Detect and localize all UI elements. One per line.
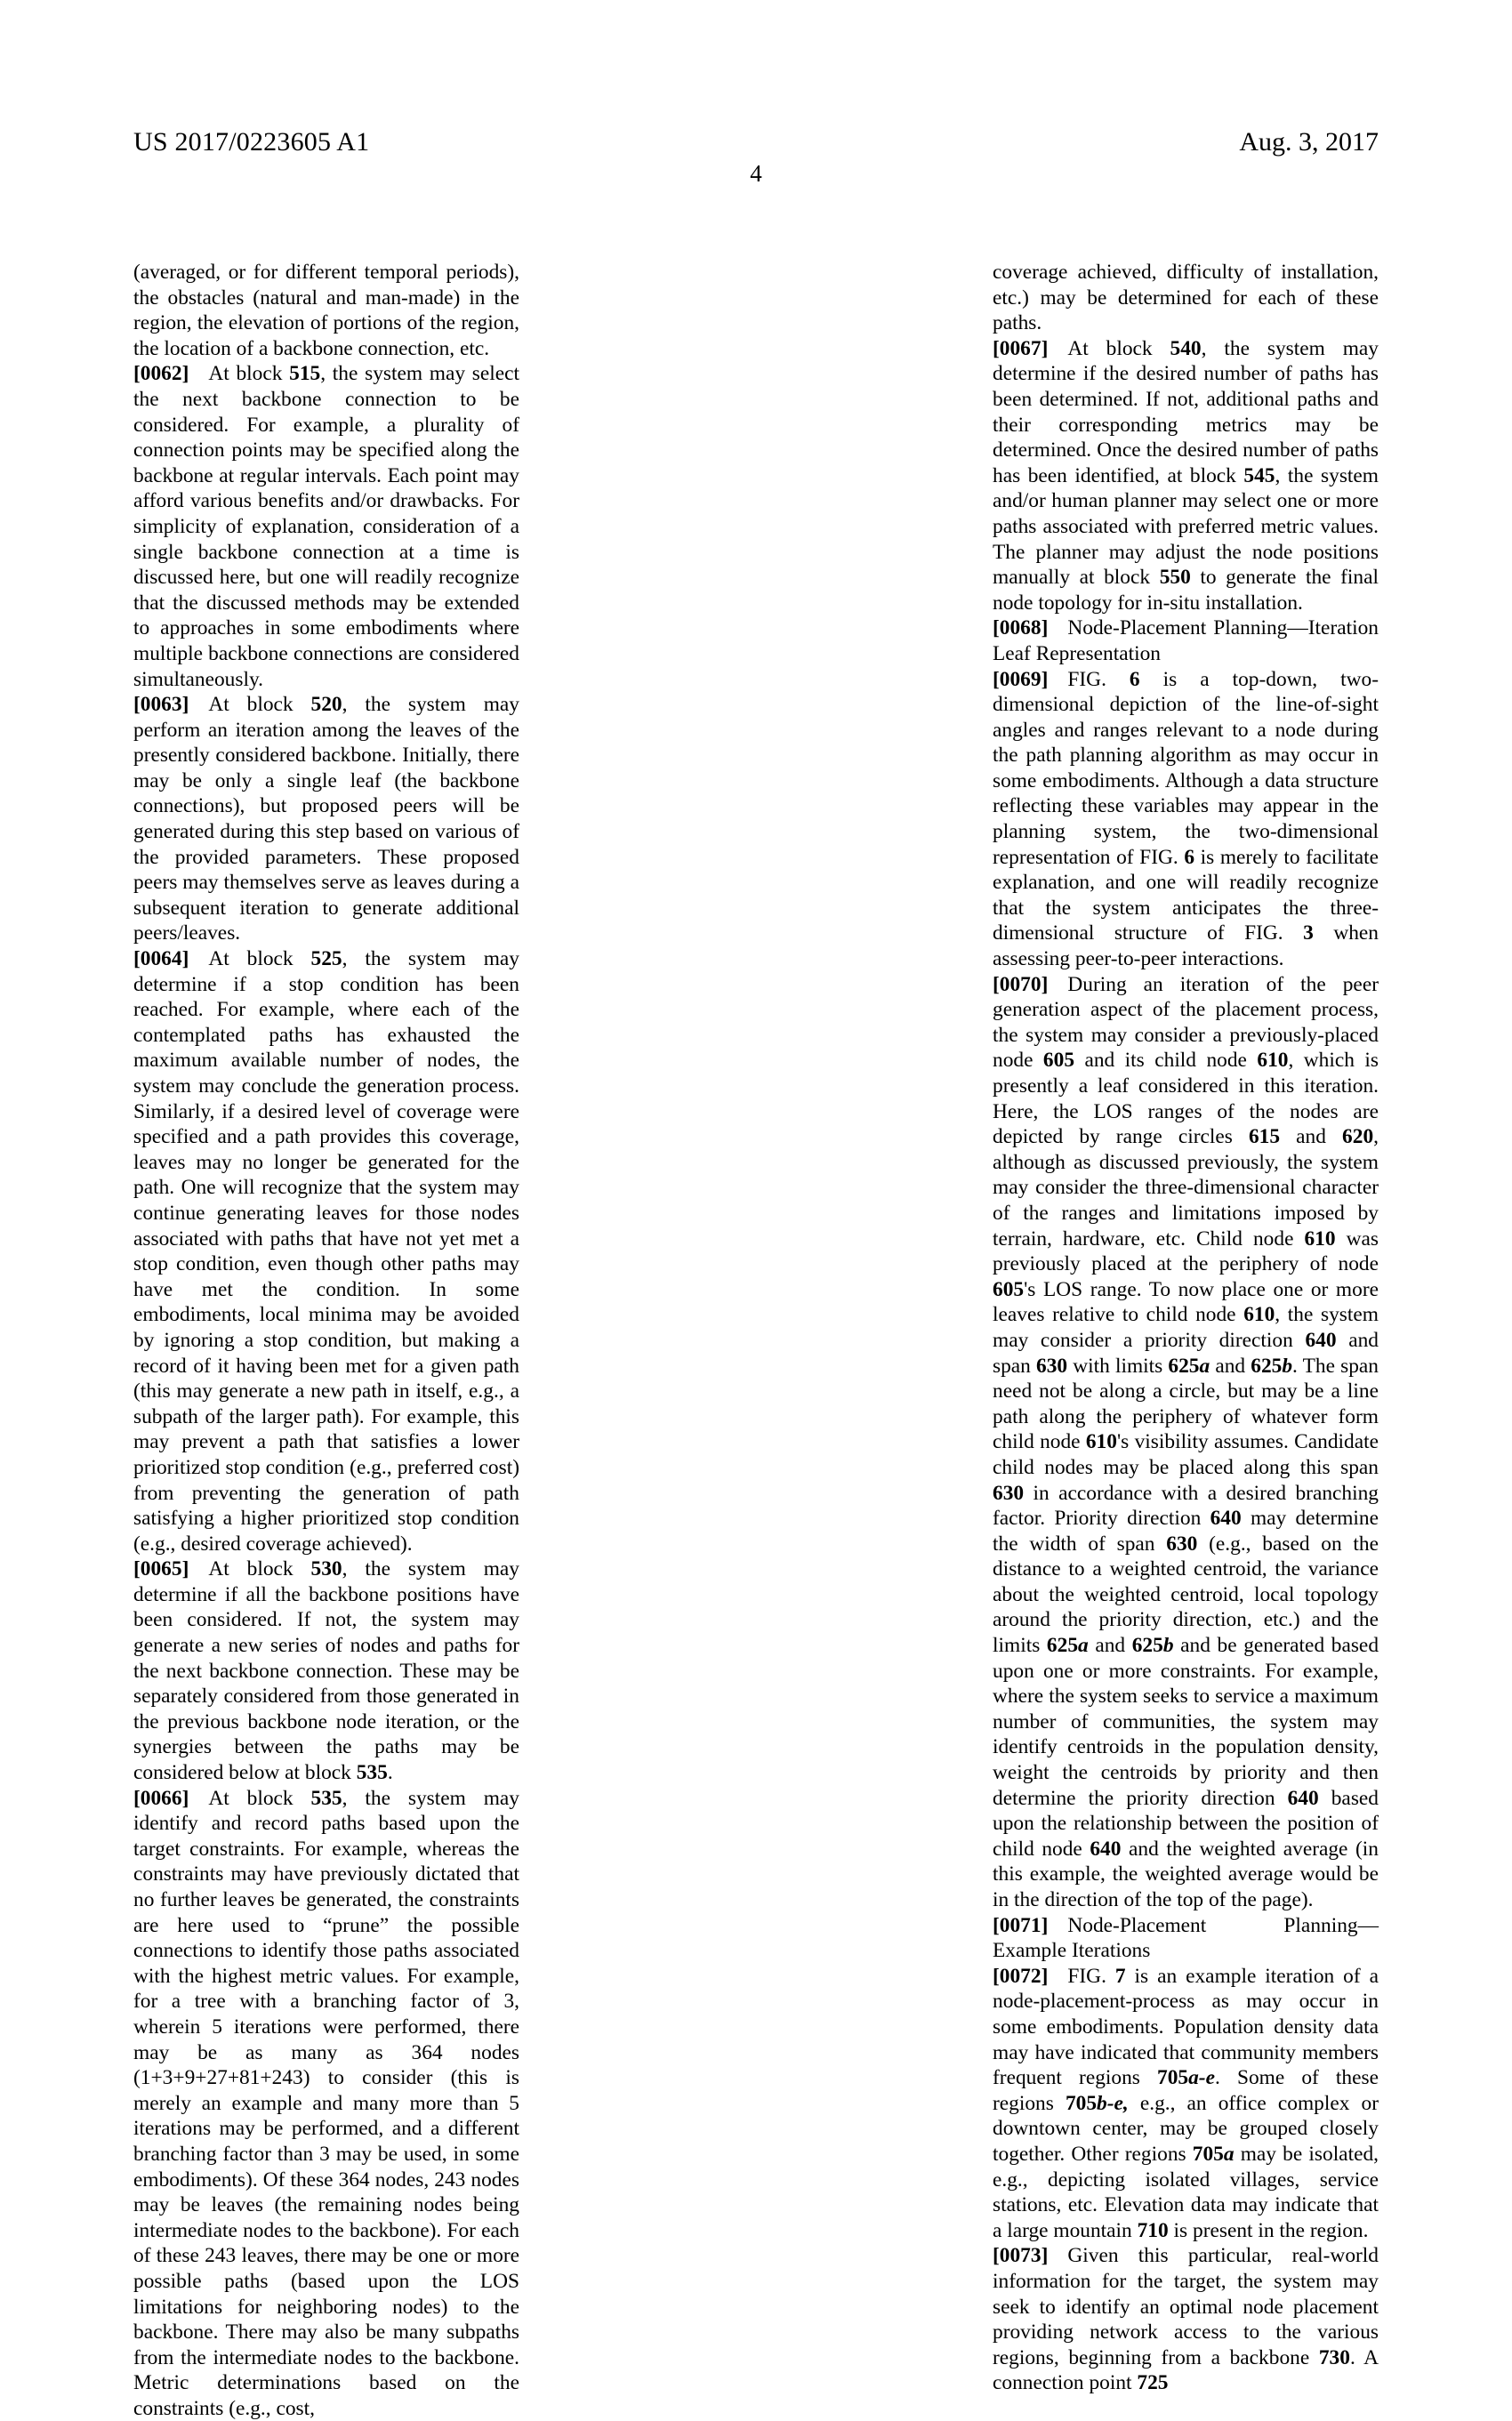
reference-numeral: 625a [1046,1634,1089,1658]
right-column [993,260,1379,2395]
paragraph-tag: [0073] [993,2244,1049,2268]
paragraph-0065 [133,1556,519,1785]
reference-numeral: 625b [1131,1634,1174,1658]
paragraph-tag: [0066] [133,1786,189,1810]
paragraph-tag: [0064] [133,947,189,971]
reference-numeral: 705b-e, [1065,2091,1129,2115]
reference-numeral: 615 [1248,1125,1281,1149]
paragraph-text: coverage achieved, difficulty of installation, etc.) may be determined for each of these paths. [993,261,1379,335]
reference-numeral: 640 [1210,1507,1242,1531]
reference-numeral: 625b [1251,1354,1293,1378]
reference-numeral: 620 [1342,1125,1374,1149]
paragraph-text: At block 525, the system may determine if a stop condition has been reached. For example, where each of the contemplated paths has exhausted the maximum available number of nodes, the system may conclude the generation process. Similarly, if a desired level of coverage were specified and a path provides this coverage, leaves may no longer be generated for the path. One will recognize that the system may continue generating leaves for those nodes associated with paths that have not yet met a stop condition, even though other paths may have met the condition. In some embodiments, local minima may be avoided by ignoring a stop condition, but making a record of it having been met for a given path (this may generate a new path in itself, e.g., a subpath of the larger path). For example, this may prevent a path that satisfies a lower prioritized stop condition (e.g., preferred cost) from preventing the generation of path satisfying a higher prioritized stop condition (e.g., desired coverage achieved). [133,947,519,1556]
reference-numeral: 730 [1318,2345,1350,2369]
paragraph-text: FIG. 7 is an example iteration of a node-placement-process as may occur in some embodiments. Population density data may have indicated that community members frequent regions 705a-e. Some of these regions 705b-e, e.g., an office complex or downtown center, may be grouped closely together. Other regions 705a may be isolated, e.g., depicting isolated villages, service stations, etc. Elevation data may indicate that a large mountain 710 is present in the region. [993,1964,1379,2242]
reference-numeral: 530 [310,1557,342,1581]
reference-numeral: 525 [310,947,342,971]
publication-date: Aug. 3, 2017 [1239,127,1379,157]
reference-numeral: 625a [1168,1354,1210,1378]
paragraph-text: At block 540, the system may determine if the desired number of paths has been determined. If not, additional paths and their corresponding metrics may be determined. Once the desired number of paths has been identified, at block 545, the system and/or human planner may select one or more paths associated with preferred metric values. The planner may adjust the node positions manually at block 550 to generate the final node topology for in-situ installation. [993,336,1379,615]
figure-reference: 6 [1184,845,1195,869]
publication-number: US 2017/0223605 A1 [133,127,370,157]
paragraph-tag: [0071] [993,1913,1049,1937]
paragraph-0069 [993,667,1379,972]
paragraph-text: At block 535, the system may identify and record paths based upon the target constraints. For example, whereas the constraints may have previously dictated that no further leaves be generated, the constraints are here used to “prune” the possible connections to identify those paths associated with the highest metric values. For example, for a tree with a branching factor of 3, wherein 5 iterations were performed, there may be as many as 364 nodes (1+3+9+27+81+243) to consider (this is merely an example and many more than 5 iterations may be performed, and a different branching factor than 3 may be used, in some embodiments). Of these 364 nodes, 243 nodes may be leaves (the remaining nodes being intermediate nodes to the backbone). For each of these 243 leaves, there may be one or more possible paths (based upon the LOS limitations for neighboring nodes) to the backbone. There may also be many subpaths from the intermediate nodes to the backbone. Metric determinations based on the constraints (e.g., cost, [133,1786,519,2420]
reference-numeral: 535 [356,1761,388,1785]
reference-numeral: 610 [1243,1303,1275,1327]
reference-numeral: 610 [1304,1227,1336,1251]
paragraph-0067 [993,336,1379,616]
reference-numeral: 520 [310,693,342,717]
figure-reference: 7 [1114,1964,1126,1988]
figure-reference: 6 [1129,667,1140,691]
reference-numeral: 640 [1305,1328,1337,1352]
paragraph-text: During an iteration of the peer generation aspect of the placement process, the system may consider a previously-placed node 605 and its child node 610, which is presently a leaf considered in this iteration. Here, the LOS ranges of the nodes are depicted by range circles 615 and 620, although as discussed previously, the system may consider the three-dimensional character of the ranges and limitations imposed by terrain, hardware, etc. Child node 610 was previously placed at the periphery of node 605's LOS range. To now place one or more leaves relative to child node 610, the system may consider a priority direction 640 and span 630 with limits 625a and 625b. The span need not be along a circle, but may be a line path along the periphery of whatever form child node 610's visibility assumes. Candidate child nodes may be placed along this span 630 in accordance with a desired branching factor. Priority direction 640 may determine the width of span 630 (e.g., based on the distance to a weighted centroid, the variance about the weighted centroid, local topology around the priority direction, etc.) and the limits 625a and 625b and be generated based upon one or more constraints. For example, where the system seeks to service a maximum number of communities, the system may identify centroids in the population density, weight the centroids by priority and then determine the priority direction 640 based upon the relationship between the position of child node 640 and the weighted average (in this example, the weighted average would be in the direction of the top of the page). [993,972,1379,1911]
reference-numeral: 605 [993,1277,1025,1301]
reference-numeral: 630 [1166,1532,1198,1556]
paragraph-0068 [993,615,1379,666]
reference-numeral: 545 [1243,463,1275,487]
paragraph-text: At block 520, the system may perform an iteration among the leaves of the presently considered backbone. Initially, there may be only a single leaf (the backbone connections), but proposed peers will be generated during this step based on various of the provided parameters. These proposed peers may themselves serve as leaves during a subsequent iteration to generate additional peers/leaves. [133,693,519,945]
paragraph-0073 [993,2243,1379,2396]
reference-numeral: 705a-e [1157,2066,1215,2090]
paragraph-text: At block 530, the system may determine if all the backbone positions have been considered. If not, the system may generate a new series of nodes and paths for the next backbone connection. These may be separately considered from those generated in the previous backbone node iteration, or the synergies between the paths may be considered below at block 535. [133,1557,519,1785]
reference-numeral: 640 [1090,1837,1122,1861]
paragraph-0063 [133,692,519,946]
paragraph-tag: [0063] [133,693,189,717]
reference-numeral: 705a [1192,2142,1235,2166]
reference-numeral: 725 [1137,2371,1169,2395]
reference-numeral: 610 [1257,1049,1289,1073]
page-number: 4 [750,160,762,187]
paragraph-continuation [133,260,519,361]
paragraph-text: Given this particular, real-world information for the target, the system may seek to identify an optimal node placement providing network access to the various regions, beginning from a backbone 730. A connection point 725 [993,2244,1379,2395]
reference-numeral: 605 [1042,1049,1075,1073]
paragraph-tag: [0068] [993,616,1049,640]
paragraph-text: Node-Placement Planning—Iteration Leaf Representation [993,616,1379,665]
paragraph-continuation [993,260,1379,336]
reference-numeral: 535 [310,1786,342,1810]
paragraph-text: (averaged, or for different temporal periods), the obstacles (natural and man-made) in the region, the elevation of portions of the region, the location of a backbone connection, etc. [133,261,519,360]
paragraph-tag: [0065] [133,1557,189,1581]
paragraph-0070 [993,972,1379,1913]
paragraph-text: FIG. 6 is a top-down, two-dimensional depiction of the line-of-sight angles and ranges relevant to a node during the path planning algorithm as may occur in some embodiments. Although a data structure reflecting these variables may appear in the planning system, the two-dimensional representation of FIG. 6 is merely to facilitate explanation, and one will readily recognize that the system anticipates the three-dimensional structure of FIG. 3 when assessing peer-to-peer interactions. [993,667,1379,971]
paragraph-0072 [993,1964,1379,2244]
reference-numeral: 640 [1287,1786,1319,1810]
figure-reference: 3 [1303,921,1314,945]
reference-numeral: 550 [1159,566,1191,590]
paragraph-text: Node-Placement Planning—Example Iterations [993,1913,1379,1963]
paragraph-tag: [0067] [993,336,1049,360]
paragraph-tag: [0069] [993,667,1049,691]
paragraph-0071 [993,1913,1379,1964]
reference-numeral: 515 [289,362,321,386]
reference-numeral: 630 [993,1481,1025,1505]
paragraph-0066 [133,1786,519,2421]
body-columns [133,260,1379,2420]
reference-numeral: 610 [1085,1430,1117,1454]
paragraph-tag: [0062] [133,362,189,386]
reference-numeral: 630 [1036,1354,1068,1378]
paragraph-0062 [133,361,519,692]
paragraph-tag: [0072] [993,1964,1049,1988]
paragraph-0064 [133,946,519,1556]
paragraph-text: At block 515, the system may select the next backbone connection to be considered. For example, a plurality of connection points may be specified along the backbone at regular intervals. Each point may afford various benefits and/or drawbacks. For simplicity of explanation, consideration of a single backbone connection at a time is discussed here, but one will readily recognize that the discussed methods may be extended to approaches in some embodiments where multiple backbone connections are considered simultaneously. [133,362,519,691]
reference-numeral: 710 [1137,2218,1169,2242]
reference-numeral: 540 [1170,336,1202,360]
paragraph-tag: [0070] [993,972,1049,996]
left-column [133,260,519,2420]
